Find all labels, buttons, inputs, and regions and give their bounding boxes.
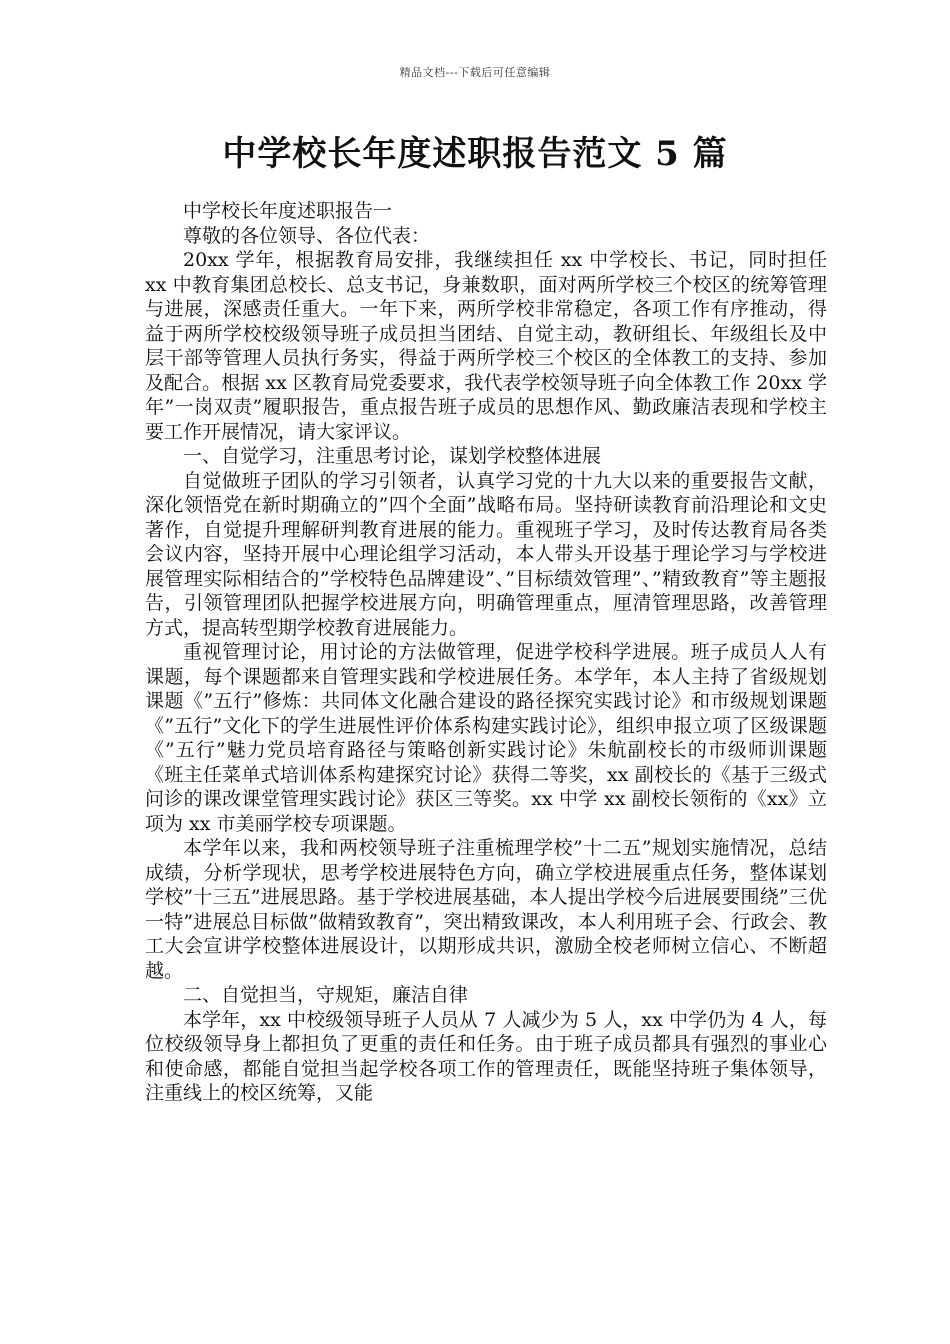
salutation: 尊敬的各位领导、各位代表： <box>183 224 431 247</box>
paragraph: 自觉做班子团队的学习引领者，认真学习党的十九大以来的重要报告文献，深化领悟党在新时期确立的”四个全面”战略布局。坚持研读教育前沿理论和文史著作，自觉提升理解研判教育进展的能力。重视班子学习，及时传达教育局各类会议内容，坚持开展中心理论组学习活动，本人带头开设基于理论学习与学校进展管理实际相结合的”学校特色品牌建设”、”目标绩效管理”、”精致教育”等主题报告，引领管理团队把握学校进展方向，明确管理重点，厘清管理思路，改善管理方式，提高转型期学校教育进展能力。 <box>145 469 827 639</box>
section-heading: 一、自觉学习，注重思考讨论，谋划学校整体进展 <box>183 445 602 467</box>
section-heading: 中学校长年度述职报告一 <box>183 200 393 222</box>
paragraph: 本学年以来，我和两校领导班子注重梳理学校”十二五”规划实施情况，总结成绩，分析学现状，思考学校进展特色方向，确立学校进展重点任务，整体谋划学校”十三五”进展思路。基于学校进展基础，本人提出学校今后进展要围绕”三优一特”进展总目标做”做精致教育”，突出精致课改，本人利用班子会、行政会、教工大会宣讲学校整体进展设计，以期形成共识，激励全校老师树立信心、不断超越。 <box>145 837 827 982</box>
document-body <box>145 199 827 1106</box>
page-header: 精品文档---下载后可任意编辑 <box>399 66 551 79</box>
section-heading: 二、自觉担当，守规矩，廉洁自律 <box>183 984 469 1006</box>
paragraph: 本学年，xx 中校级领导班子人员从 7 人减少为 5 人，xx 中学仍为 4 人，每位校级领导身上都担负了更重的责任和任务。由于班子成员都具有强烈的事业心和使命感，都能自觉担当起学校各项工作的管理责任，既能坚持班子集体领导，注重线上的校区统筹，又能 <box>145 1008 827 1104</box>
paragraph: 20xx 学年，根据教育局安排，我继续担任 xx 中学校长、书记，同时担任 xx 中教育集团总校长、总支书记，身兼数职，面对两所学校三个校区的统筹管理与进展，深感责任重大。一年下来，两所学校非常稳定，各项工作有序推动，得益于两所学校校级领导班子成员担当团结、自觉主动，教研组长、年级组长及中层干部等管理人员执行务实，得益于两所学校三个校区的全体教工的支持、参加及配合。根据 xx 区教育局党委要求，我代表学校领导班子向全体教工作 20xx 学年”一岗双责”履职报告，重点报告班子成员的思想作风、勤政廉洁表现和学校主要工作开展情况，请大家评议。 <box>145 249 827 443</box>
paragraph: 重视管理讨论，用讨论的方法做管理，促进学校科学进展。班子成员人人有课题，每个课题都来自管理实践和学校进展任务。本学年，本人主持了省级规划课题《”五行”修炼：共同体文化融合建设的路径探究实践讨论》和市级规划课题《”五行”文化下的学生进展性评价体系构建实践讨论》，组织申报立项了区级课题《”五行”魅力党员培育路径与策略创新实践讨论》朱航副校长的市级师训课题《班主任菜单式培训体系构建探究讨论》获得二等奖，xx 副校长的《基于三级式问诊的课改课堂管理实践讨论》获区三等奖。xx 中学 xx 副校长领衔的《xx》立项为 xx 市美丽学校专项课题。 <box>145 641 827 835</box>
document-title: 中学校长年度述职报告范文 5 篇 <box>222 134 728 174</box>
